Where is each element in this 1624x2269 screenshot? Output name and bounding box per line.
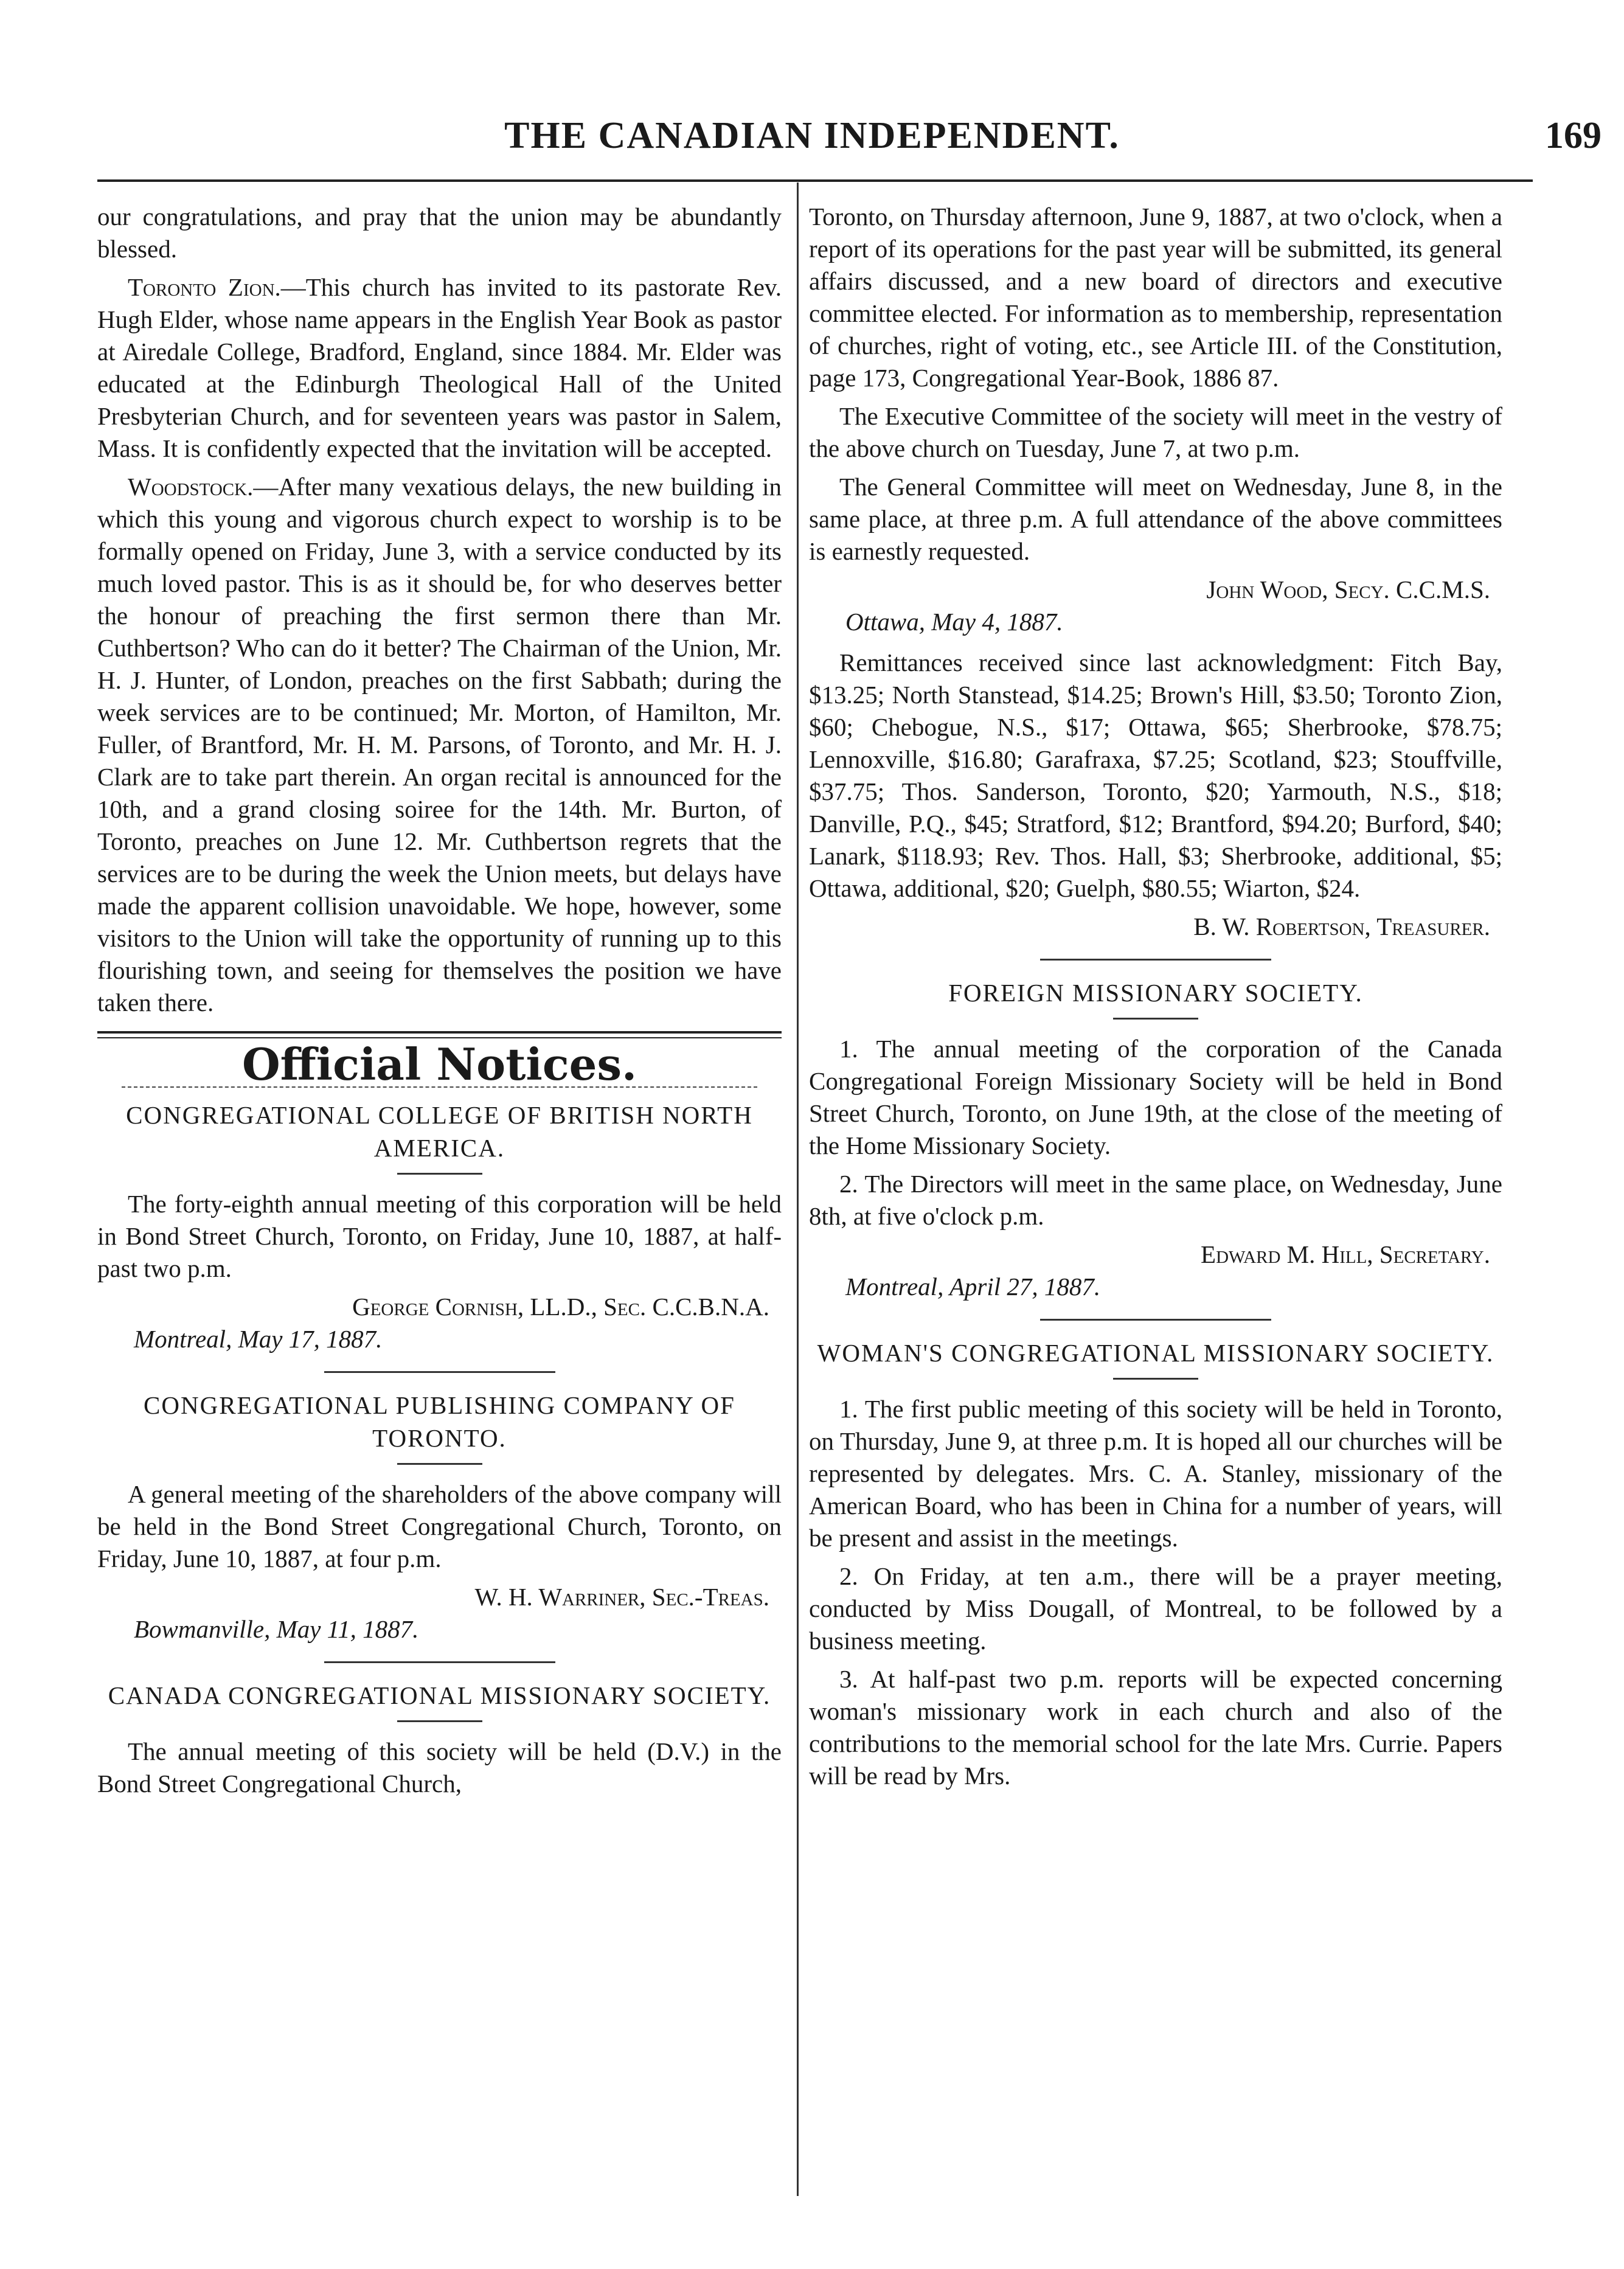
short-rule xyxy=(397,1463,482,1465)
section-rule xyxy=(324,1371,555,1373)
toronto-zion-paragraph xyxy=(97,271,782,465)
womans-society-title: WOMAN'S CONGREGATIONAL MISSIONARY SOCIETY. xyxy=(817,1339,1494,1367)
general-committee-dateline: Ottawa, May 4, 1887. xyxy=(845,608,1063,636)
general-committee-paragraph: The General Committee will meet on Wednesday, June 8, in the same place, at three p.m. A full attendance of the above committees is earnestly requested. xyxy=(809,473,1502,565)
foreign-dateline: Montreal, April 27, 1887. xyxy=(845,1273,1101,1301)
short-rule xyxy=(397,1720,482,1722)
header-rule xyxy=(97,179,1533,182)
section-rule xyxy=(324,1661,555,1663)
woodstock-heading: Woodstock. xyxy=(128,473,254,501)
foreign-item-2: 2. The Directors will meet in the same place, on Wednesday, June 8th, at five o'clock p.m. xyxy=(809,1170,1502,1230)
publishing-notice-title: CONGREGATIONAL PUBLISHING COMPANY OF TORONTO. xyxy=(144,1391,735,1452)
short-rule xyxy=(1113,1378,1198,1380)
official-notices-banner: Official Notices. xyxy=(241,1038,637,1090)
toronto-zion-heading: Toronto Zion. xyxy=(128,273,281,301)
foreign-missionary-title: FOREIGN MISSIONARY SOCIETY. xyxy=(948,979,1363,1007)
section-rule xyxy=(1040,1319,1271,1321)
remittances-paragraph: Remittances received since last acknowledgment: Fitch Bay, $13.25; North Stanstead, $14.25; Brown's Hill, $3.50; Toronto Zion, $60; Chebogue, N.S., $17; Ottawa, $65; Sherbrooke, $78.75; Lennoxville, $16.80; Garafraxa, $7.25; Scotland, $23; Stouffville, $37.75; Thos. Sanderson, Toronto, $20; Yarmouth, N.S., $18; Danville, P.Q., $45; Stratford, $12; Brantford, $94.20; Burford, $40; Lanark, $118.93; Rev. Thos. Hall, $3; Sherbrooke, additional, $5; Ottawa, additional, $20; Guelph, $80.55; Wiarton, $24. xyxy=(809,648,1502,902)
left-column xyxy=(97,201,782,1806)
college-notice-title: CONGREGATIONAL COLLEGE OF BRITISH NORTH AMERICA. xyxy=(126,1101,753,1162)
missionary-notice-title: CANADA CONGREGATIONAL MISSIONARY SOCIETY. xyxy=(108,1681,771,1709)
short-rule xyxy=(397,1173,482,1175)
general-committee-signature: John Wood, Secy. C.C.M.S. xyxy=(1206,575,1490,603)
running-head-title: THE CANADIAN INDEPENDENT. xyxy=(504,115,1120,156)
section-rule xyxy=(1040,959,1271,961)
womans-item-2: 2. On Friday, at ten a.m., there will be a prayer meeting, conducted by Miss Dougall, of Montreal, to be followed by a business meeting. xyxy=(809,1562,1502,1655)
foreign-item-1: 1. The annual meeting of the corporation of the Canada Congregational Foreign Missionary Society will be held in Bond Street Church, Toronto, on June 19th, at the close of the meeting of the Home Missionary Society. xyxy=(809,1035,1502,1159)
page-number: 169 xyxy=(1545,115,1601,156)
college-notice-dateline: Montreal, May 17, 1887. xyxy=(134,1325,383,1353)
publishing-notice-dateline: Bowmanville, May 11, 1887. xyxy=(134,1615,419,1643)
womans-item-3: 3. At half-past two p.m. reports will be expected concerning woman's missionary work in each church and also of the contributions to the memorial school for the late Mrs. Currie. Papers will be read by Mrs. xyxy=(809,1665,1502,1790)
missionary-continued: Toronto, on Thursday afternoon, June 9, 1887, at two o'clock, when a report of its operations for the past year will be submitted, its general affairs discussed, and a new board of directors and executive committee elected. For information as to membership, representation of churches, right of voting, etc., see Article III. of the Constitution, page 173, Congregational Year-Book, 1886 87. xyxy=(809,203,1502,392)
woodstock-text: —After many vexatious delays, the new building in which this young and vigorous church expect to worship is to be formally opened on Friday, June 3, with a service conducted by its much loved pastor. This is as it should be, for who deserves better the honour of preaching the first sermon there than Mr. Cuthbertson? Who can do it better? The Chairman of the Union, Mr. H. J. Hunter, of London, preaches on the first Sabbath; during the week services are to be continued; Mr. Morton, of Hamilton, Mr. Fuller, of Brantford, Mr. H. M. Parsons, of Toronto, and Mr. H. J. Clark are to take part therein. An organ recital is announced for the 10th, and a grand closing soiree for the 14th. Mr. Burton, of Toronto, preaches on June 12. Mr. Cuthbertson regrets that the services are to be during the week the Union meets, but delays have made the apparent collision unavoidable. We hope, however, some visitors to the Union will take the opportunity of running up to this flourishing town, and seeing for themselves the position we have taken there. xyxy=(97,473,782,1016)
college-notice-body: The forty-eighth annual meeting of this corporation will be held in Bond Street Church, Toronto, on Friday, June 10, 1887, at half-past two p.m. xyxy=(97,1190,782,1282)
remittances-signature: B. W. Robertson, Treasurer. xyxy=(1193,912,1490,940)
publishing-notice-signature: W. H. Warriner, Sec.-Treas. xyxy=(474,1583,769,1611)
section-double-rule xyxy=(97,1031,782,1038)
missionary-notice-body: The annual meeting of this society will be held (D.V.) in the Bond Street Congregational Church, xyxy=(97,1737,782,1798)
college-notice-signature: George Cornish, LL.D., Sec. C.C.B.N.A. xyxy=(352,1293,769,1321)
executive-committee-paragraph: The Executive Committee of the society will meet in the vestry of the above church on Tuesday, June 7, at two p.m. xyxy=(809,402,1502,462)
publishing-notice-body: A general meeting of the shareholders of the above company will be held in the Bond Street Congregational Church, Toronto, on Friday, June 10, 1887, at four p.m. xyxy=(97,1480,782,1572)
right-column xyxy=(809,201,1502,1798)
woodstock-paragraph xyxy=(97,471,782,1019)
womans-item-1: 1. The first public meeting of this society will be held in Toronto, on Thursday, June 9, at three p.m. It is hoped all our churches will be represented by delegates. Mrs. C. A. Stanley, missionary of the American Board, who has been in China for a number of years, will be present and assist in the meetings. xyxy=(809,1395,1502,1552)
column-divider xyxy=(797,182,799,2196)
foreign-signature: Edward M. Hill, Secretary. xyxy=(1201,1240,1490,1268)
continued-paragraph: our congratulations, and pray that the union may be abundantly blessed. xyxy=(97,203,782,263)
toronto-zion-text: —This church has invited to its pastorate Rev. Hugh Elder, whose name appears in the English Year Book as pastor at Airedale College, Bradford, England, since 1884. Mr. Elder was educated at the Edinburgh Theological Hall of the United Presbyterian Church, and for seventeen years was pastor in Salem, Mass. It is confidently expected that the invitation will be accepted. xyxy=(97,273,782,462)
short-rule xyxy=(1113,1018,1198,1020)
